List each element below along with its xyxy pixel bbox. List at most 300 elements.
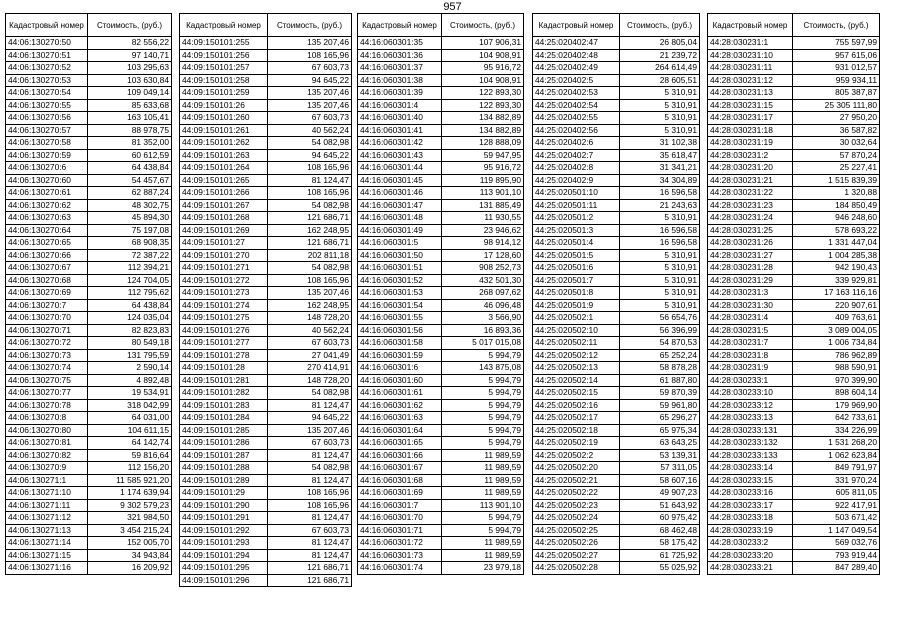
table-row — [533, 112, 700, 125]
cost-cell: 65 296,27 — [620, 412, 700, 425]
cadastral-number-cell: 44:28:030231:23 — [708, 199, 793, 212]
cadastral-table-4 — [532, 13, 700, 575]
cost-cell: 51 643,92 — [620, 499, 700, 512]
cost-cell: 1 515 839,39 — [793, 174, 880, 187]
cadastral-number-cell: 44:25:020502:25 — [533, 524, 620, 537]
cadastral-number-cell: 44:28:030231:24 — [708, 212, 793, 225]
cost-cell: 339 929,81 — [793, 274, 880, 287]
cadastral-number-cell: 44:25:020501:2 — [533, 212, 620, 225]
table-row — [358, 249, 524, 262]
cadastral-number-cell: 44:16:060301:72 — [358, 537, 442, 550]
cost-cell: 35 618,47 — [620, 149, 700, 162]
cost-cell: 1 006 734,84 — [793, 337, 880, 350]
cadastral-number-cell: 44:06:130270:73 — [6, 349, 88, 362]
cost-cell: 121 686,71 — [268, 574, 352, 587]
cadastral-number-cell: 44:25:020502:16 — [533, 399, 620, 412]
cadastral-number-cell: 44:16:060301:71 — [358, 524, 442, 537]
cost-cell: 755 597,99 — [793, 37, 880, 50]
table-row — [6, 487, 172, 500]
cadastral-number-cell: 44:06:130271:16 — [6, 562, 88, 575]
cadastral-number-cell: 44:16:060301:69 — [358, 487, 442, 500]
cadastral-number-cell: 44:16:060301:73 — [358, 549, 442, 562]
cost-cell: 54 870,53 — [620, 337, 700, 350]
table-row — [180, 312, 352, 325]
header-cost: Стоимость, (руб.) — [268, 14, 352, 37]
cadastral-number-cell: 44:06:130270:57 — [6, 124, 88, 137]
table-row — [6, 474, 172, 487]
cadastral-number-cell: 44:25:020502:18 — [533, 424, 620, 437]
table-row — [358, 274, 524, 287]
table-row — [708, 187, 880, 200]
cadastral-number-cell: 44:06:130270:72 — [6, 337, 88, 350]
table-row — [180, 549, 352, 562]
table-row — [180, 199, 352, 212]
table-row — [6, 212, 172, 225]
cost-cell: 81 124,47 — [268, 174, 352, 187]
cadastral-number-cell: 44:06:130270:78 — [6, 399, 88, 412]
cost-cell: 5 994,79 — [442, 412, 524, 425]
table-row — [533, 224, 700, 237]
table-row — [708, 262, 880, 275]
table-row — [358, 549, 524, 562]
cadastral-number-cell: 44:25:020502:12 — [533, 349, 620, 362]
table-row — [6, 99, 172, 112]
cost-cell: 122 893,30 — [442, 99, 524, 112]
table-row — [180, 287, 352, 300]
table-row — [358, 87, 524, 100]
table-row — [533, 274, 700, 287]
cost-cell: 931 012,57 — [793, 62, 880, 75]
cost-cell: 135 207,46 — [268, 37, 352, 50]
table-row — [180, 124, 352, 137]
cadastral-number-cell: 44:16:060301:35 — [358, 37, 442, 50]
cadastral-number-cell: 44:28:030231:27 — [708, 249, 793, 262]
cadastral-number-cell: 44:09:150101:271 — [180, 262, 268, 275]
cadastral-number-cell: 44:06:130270:75 — [6, 374, 88, 387]
cadastral-number-cell: 44:16:060301:53 — [358, 287, 442, 300]
cost-cell: 578 693,22 — [793, 224, 880, 237]
cost-cell: 786 962,89 — [793, 349, 880, 362]
table-row — [533, 312, 700, 325]
cadastral-number-cell: 44:06:130270:82 — [6, 449, 88, 462]
cost-cell: 942 190,43 — [793, 262, 880, 275]
cost-cell: 409 763,61 — [793, 312, 880, 325]
table-row — [358, 49, 524, 62]
cost-cell: 94 645,22 — [268, 412, 352, 425]
table-row — [533, 237, 700, 250]
cadastral-number-cell: 44:06:130271:12 — [6, 512, 88, 525]
cadastral-number-cell: 44:06:130270:61 — [6, 187, 88, 200]
cadastral-number-cell: 44:28:030231:5 — [708, 324, 793, 337]
table-row — [708, 387, 880, 400]
cadastral-number-cell: 44:16:060301:6 — [358, 362, 442, 375]
cadastral-number-cell: 44:25:020502:14 — [533, 374, 620, 387]
cadastral-number-cell: 44:25:020402:56 — [533, 124, 620, 137]
cadastral-table-2 — [179, 13, 352, 587]
table-row — [533, 549, 700, 562]
table-row — [533, 487, 700, 500]
table-row — [6, 187, 172, 200]
cost-cell: 5 994,79 — [442, 437, 524, 450]
cost-cell: 72 387,22 — [88, 249, 172, 262]
cost-cell: 61 887,80 — [620, 374, 700, 387]
table-row — [180, 49, 352, 62]
table-row — [358, 199, 524, 212]
table-row — [180, 74, 352, 87]
cadastral-number-cell: 44:28:030231:21 — [708, 174, 793, 187]
header-cadastral-number: Кадастровый номер — [708, 14, 793, 37]
table-row — [533, 449, 700, 462]
cost-cell: 3 454 215,24 — [88, 524, 172, 537]
cadastral-number-cell: 44:25:020402:5 — [533, 74, 620, 87]
cadastral-number-cell: 44:06:130270:54 — [6, 87, 88, 100]
cost-cell: 54 082,98 — [268, 462, 352, 475]
cost-cell: 5 994,79 — [442, 512, 524, 525]
cadastral-number-cell: 44:06:130270:77 — [6, 387, 88, 400]
table-row — [708, 362, 880, 375]
cost-cell: 805 387,87 — [793, 87, 880, 100]
cadastral-number-cell: 44:28:030231:12 — [708, 74, 793, 87]
cadastral-number-cell: 44:16:060301:40 — [358, 112, 442, 125]
table-row — [358, 337, 524, 350]
table-row — [180, 462, 352, 475]
cost-cell: 1 004 285,38 — [793, 249, 880, 262]
cost-cell: 108 165,96 — [268, 274, 352, 287]
cost-cell: 793 919,44 — [793, 549, 880, 562]
cadastral-number-cell: 44:09:150101:263 — [180, 149, 268, 162]
cost-cell: 112 795,62 — [88, 287, 172, 300]
table-row — [533, 374, 700, 387]
cadastral-number-cell: 44:16:060301:42 — [358, 137, 442, 150]
cadastral-number-cell: 44:16:060301:49 — [358, 224, 442, 237]
cadastral-number-cell: 44:16:060301:60 — [358, 374, 442, 387]
cadastral-number-cell: 44:06:130271:13 — [6, 524, 88, 537]
table-row — [6, 137, 172, 150]
cadastral-number-cell: 44:28:030231:26 — [708, 237, 793, 250]
cost-cell: 5 994,79 — [442, 399, 524, 412]
cadastral-number-cell: 44:06:130270:67 — [6, 262, 88, 275]
cadastral-number-cell: 44:25:020501:8 — [533, 287, 620, 300]
cadastral-number-cell: 44:09:150101:274 — [180, 299, 268, 312]
cost-cell: 143 875,08 — [442, 362, 524, 375]
cost-cell: 64 438,84 — [88, 299, 172, 312]
table-row — [180, 512, 352, 525]
cost-cell: 60 975,42 — [620, 512, 700, 525]
table-row — [708, 312, 880, 325]
table-row — [708, 437, 880, 450]
cadastral-number-cell: 44:25:020501:9 — [533, 299, 620, 312]
table-row — [180, 137, 352, 150]
table-row — [533, 87, 700, 100]
cadastral-number-cell: 44:16:060301:64 — [358, 424, 442, 437]
cost-cell: 59 947,95 — [442, 149, 524, 162]
cadastral-number-cell: 44:16:060301:70 — [358, 512, 442, 525]
cost-cell: 5 310,91 — [620, 87, 700, 100]
cost-cell: 57 311,05 — [620, 462, 700, 475]
table-row — [533, 399, 700, 412]
cadastral-number-cell: 44:06:130270:56 — [6, 112, 88, 125]
table-row — [708, 499, 880, 512]
cadastral-number-cell: 44:28:030233:14 — [708, 462, 793, 475]
cost-cell: 1 147 049,54 — [793, 524, 880, 537]
cost-cell: 81 124,47 — [268, 537, 352, 550]
cost-cell: 16 893,36 — [442, 324, 524, 337]
cost-cell: 81 124,47 — [268, 449, 352, 462]
cost-cell: 5 994,79 — [442, 424, 524, 437]
table-row — [533, 249, 700, 262]
cadastral-number-cell: 44:09:150101:293 — [180, 537, 268, 550]
cost-cell: 959 934,11 — [793, 74, 880, 87]
cost-cell: 28 605,51 — [620, 74, 700, 87]
cost-cell: 23 979,18 — [442, 562, 524, 575]
cost-cell: 922 417,91 — [793, 499, 880, 512]
table-row — [358, 499, 524, 512]
table-row — [708, 537, 880, 550]
table-row — [6, 274, 172, 287]
table-row — [708, 524, 880, 537]
cost-cell: 4 892,48 — [88, 374, 172, 387]
cadastral-number-cell: 44:25:020502:21 — [533, 474, 620, 487]
header-cost: Стоимость, (руб.) — [442, 14, 524, 37]
cost-cell: 81 352,00 — [88, 137, 172, 150]
cadastral-number-cell: 44:28:030231:7 — [708, 337, 793, 350]
table-row — [6, 149, 172, 162]
cost-cell: 61 725,92 — [620, 549, 700, 562]
table-row — [533, 74, 700, 87]
cadastral-number-cell: 44:25:020501:3 — [533, 224, 620, 237]
cost-cell: 75 197,08 — [88, 224, 172, 237]
table-row — [180, 237, 352, 250]
cost-cell: 5 310,91 — [620, 124, 700, 137]
cadastral-number-cell: 44:16:060301:47 — [358, 199, 442, 212]
table-row — [708, 462, 880, 475]
cadastral-number-cell: 44:09:150101:288 — [180, 462, 268, 475]
cost-cell: 40 562,24 — [268, 124, 352, 137]
cadastral-number-cell: 44:28:030233:15 — [708, 474, 793, 487]
cost-cell: 82 823,83 — [88, 324, 172, 337]
cost-cell: 109 049,14 — [88, 87, 172, 100]
cost-cell: 16 596,58 — [620, 187, 700, 200]
cadastral-number-cell: 44:25:020501:7 — [533, 274, 620, 287]
cadastral-number-cell: 44:28:030233:13 — [708, 412, 793, 425]
cadastral-number-cell: 44:16:060301:58 — [358, 337, 442, 350]
table-row — [180, 362, 352, 375]
cadastral-number-cell: 44:09:150101:278 — [180, 349, 268, 362]
cost-cell: 988 590,91 — [793, 362, 880, 375]
table-row — [180, 162, 352, 175]
page-number: 957 — [443, 1, 462, 13]
cost-cell: 11 989,59 — [442, 449, 524, 462]
cadastral-number-cell: 44:25:020502:15 — [533, 387, 620, 400]
cost-cell: 54 082,98 — [268, 262, 352, 275]
table-row — [6, 287, 172, 300]
cost-cell: 108 165,96 — [268, 187, 352, 200]
cost-cell: 94 645,22 — [268, 149, 352, 162]
table-row — [6, 62, 172, 75]
cadastral-number-cell: 44:25:020402:7 — [533, 149, 620, 162]
cost-cell: 11 989,59 — [442, 537, 524, 550]
cadastral-number-cell: 44:28:030233:12 — [708, 399, 793, 412]
cost-cell: 5 994,79 — [442, 349, 524, 362]
cadastral-number-cell: 44:06:130270:8 — [6, 412, 88, 425]
cadastral-number-cell: 44:25:020502:23 — [533, 499, 620, 512]
cost-cell: 3 089 004,05 — [793, 324, 880, 337]
table-row — [533, 37, 700, 50]
table-row — [708, 412, 880, 425]
cadastral-number-cell: 44:06:130271:1 — [6, 474, 88, 487]
cost-cell: 68 462,48 — [620, 524, 700, 537]
cost-cell: 48 302,75 — [88, 199, 172, 212]
cadastral-number-cell: 44:28:030231:9 — [708, 362, 793, 375]
table-row — [708, 174, 880, 187]
cost-cell: 58 607,16 — [620, 474, 700, 487]
cost-cell: 64 142,74 — [88, 437, 172, 450]
table-row — [358, 62, 524, 75]
table-row — [6, 437, 172, 450]
cadastral-number-cell: 44:09:150101:261 — [180, 124, 268, 137]
cost-cell: 11 989,59 — [442, 462, 524, 475]
cadastral-number-cell: 44:09:150101:267 — [180, 199, 268, 212]
cadastral-number-cell: 44:09:150101:291 — [180, 512, 268, 525]
cost-cell: 5 994,79 — [442, 524, 524, 537]
table-row — [6, 224, 172, 237]
cadastral-number-cell: 44:25:020501:6 — [533, 262, 620, 275]
table-row — [708, 199, 880, 212]
cost-cell: 5 994,79 — [442, 374, 524, 387]
table-row — [708, 299, 880, 312]
table-row — [358, 299, 524, 312]
cost-cell: 5 310,91 — [620, 249, 700, 262]
table-row — [358, 287, 524, 300]
cost-cell: 202 811,18 — [268, 249, 352, 262]
cost-cell: 59 816,64 — [88, 449, 172, 462]
table-row — [358, 324, 524, 337]
cadastral-number-cell: 44:09:150101:276 — [180, 324, 268, 337]
table-row — [533, 524, 700, 537]
cost-cell: 970 399,90 — [793, 374, 880, 387]
cadastral-number-cell: 44:09:150101:273 — [180, 287, 268, 300]
table-row — [708, 449, 880, 462]
table-row — [6, 174, 172, 187]
table-row — [533, 499, 700, 512]
table-row — [180, 562, 352, 575]
cost-cell: 103 295,63 — [88, 62, 172, 75]
cost-cell: 9 302 579,23 — [88, 499, 172, 512]
table-row — [180, 499, 352, 512]
cost-cell: 503 671,42 — [793, 512, 880, 525]
table-row — [358, 74, 524, 87]
cadastral-number-cell: 44:16:060301:61 — [358, 387, 442, 400]
cost-cell: 46 096,48 — [442, 299, 524, 312]
table-row — [180, 174, 352, 187]
cost-cell: 19 534,91 — [88, 387, 172, 400]
table-row — [358, 187, 524, 200]
cadastral-number-cell: 44:25:020502:1 — [533, 312, 620, 325]
table-row — [533, 437, 700, 450]
cadastral-number-cell: 44:28:030233:131 — [708, 424, 793, 437]
cadastral-number-cell: 44:09:150101:286 — [180, 437, 268, 450]
cadastral-number-cell: 44:06:130270:59 — [6, 149, 88, 162]
cadastral-number-cell: 44:16:060301:45 — [358, 174, 442, 187]
cost-cell: 17 128,60 — [442, 249, 524, 262]
table-row — [6, 512, 172, 525]
cost-cell: 40 562,24 — [268, 324, 352, 337]
table-row — [180, 274, 352, 287]
table-row — [533, 349, 700, 362]
cadastral-number-cell: 44:25:020402:55 — [533, 112, 620, 125]
cadastral-number-cell: 44:09:150101:295 — [180, 562, 268, 575]
table-row — [6, 237, 172, 250]
cadastral-number-cell: 44:25:020402:53 — [533, 87, 620, 100]
cost-cell: 135 207,46 — [268, 287, 352, 300]
cost-cell: 81 124,47 — [268, 399, 352, 412]
table-row — [708, 74, 880, 87]
cost-cell: 5 310,91 — [620, 274, 700, 287]
table-row — [708, 99, 880, 112]
table-row — [6, 424, 172, 437]
table-row — [533, 474, 700, 487]
cost-cell: 898 604,14 — [793, 387, 880, 400]
table-row — [533, 287, 700, 300]
table-row — [180, 349, 352, 362]
table-row — [533, 62, 700, 75]
cadastral-number-cell: 44:09:150101:266 — [180, 187, 268, 200]
cost-cell: 134 882,89 — [442, 112, 524, 125]
table-row — [358, 437, 524, 450]
cadastral-number-cell: 44:25:020502:24 — [533, 512, 620, 525]
table-row — [180, 62, 352, 75]
cadastral-number-cell: 44:09:150101:290 — [180, 499, 268, 512]
table-row — [708, 549, 880, 562]
cadastral-number-cell: 44:16:060301:62 — [358, 399, 442, 412]
cadastral-number-cell: 44:16:060301:36 — [358, 49, 442, 62]
cadastral-number-cell: 44:16:060301:4 — [358, 99, 442, 112]
cost-cell: 81 124,47 — [268, 474, 352, 487]
cadastral-number-cell: 44:28:030231:28 — [708, 262, 793, 275]
table-row — [533, 174, 700, 187]
table-row — [6, 562, 172, 575]
table-row — [6, 374, 172, 387]
cadastral-number-cell: 44:28:030231:2 — [708, 149, 793, 162]
cost-cell: 128 888,09 — [442, 137, 524, 150]
table-row — [180, 99, 352, 112]
cost-cell: 163 105,41 — [88, 112, 172, 125]
table-row — [6, 537, 172, 550]
cost-cell: 104 908,91 — [442, 49, 524, 62]
table-row — [180, 524, 352, 537]
table-row — [708, 562, 880, 575]
table-row — [6, 299, 172, 312]
cost-cell: 5 310,91 — [620, 212, 700, 225]
cost-cell: 16 209,92 — [88, 562, 172, 575]
table-row — [533, 49, 700, 62]
table-row — [358, 262, 524, 275]
cadastral-number-cell: 44:06:130270:63 — [6, 212, 88, 225]
cadastral-number-cell: 44:09:150101:292 — [180, 524, 268, 537]
header-cadastral-number: Кадастровый номер — [6, 14, 88, 37]
cost-cell: 23 946,62 — [442, 224, 524, 237]
cadastral-number-cell: 44:06:130270:62 — [6, 199, 88, 212]
cost-cell: 16 596,58 — [620, 237, 700, 250]
cadastral-number-cell: 44:16:060301:48 — [358, 212, 442, 225]
cadastral-number-cell: 44:28:030231:29 — [708, 274, 793, 287]
table-row — [180, 262, 352, 275]
table-row — [358, 562, 524, 575]
cost-cell: 108 165,96 — [268, 499, 352, 512]
table-row — [180, 212, 352, 225]
cadastral-number-cell: 44:06:130270:69 — [6, 287, 88, 300]
table-row — [180, 324, 352, 337]
